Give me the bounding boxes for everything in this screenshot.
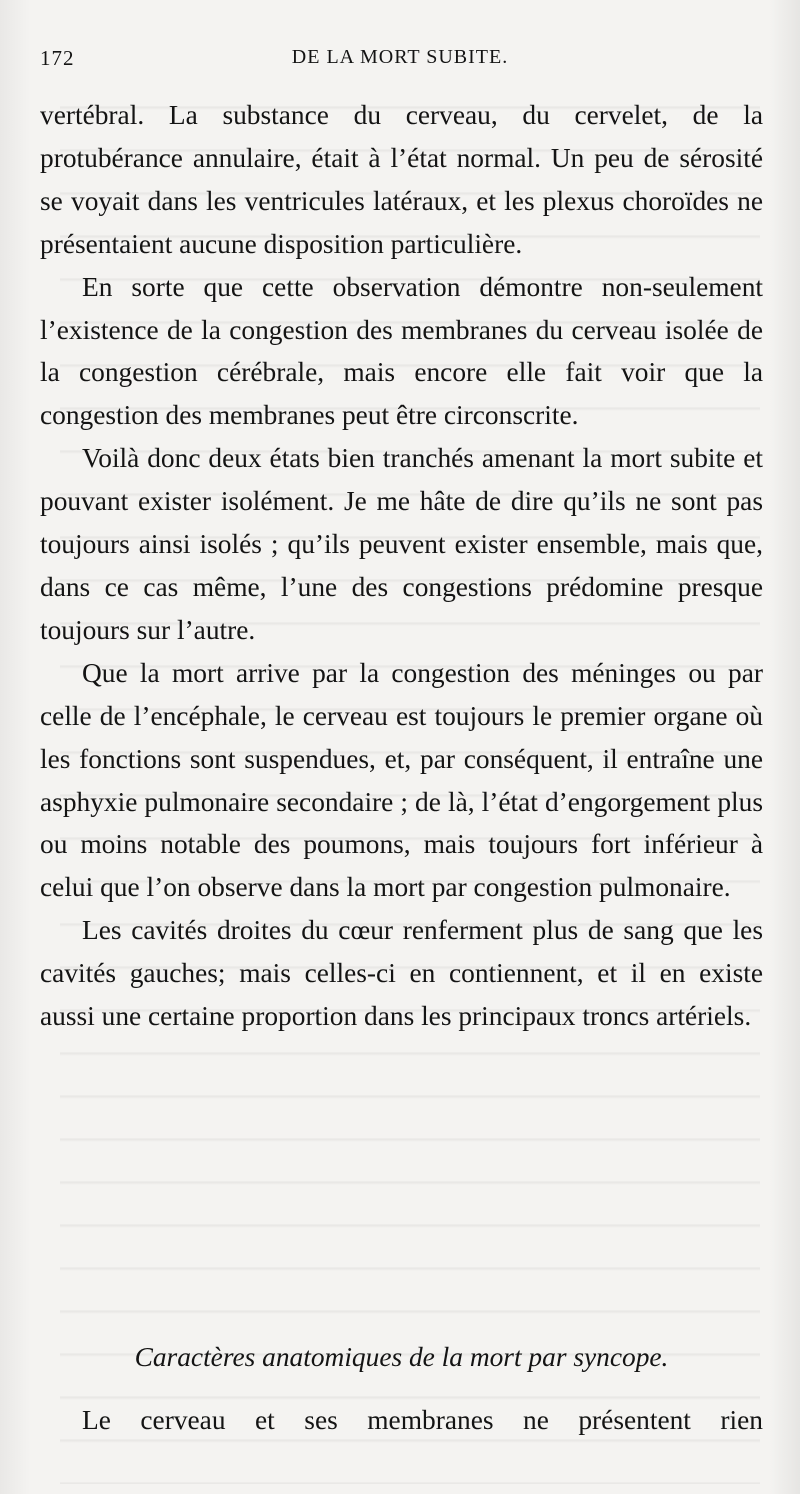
page-number: 172	[40, 46, 75, 70]
paragraph-5: Les cavités droites du cœur renferment plus de sang que les cavités gauches; mais celles-ci en contiennent, et il en existe aussi une certaine proportion dans les principaux troncs artériels.	[40, 915, 763, 1032]
paragraph-1: vertébral. La substance du cerveau, du cervelet, de la protubérance annulaire, était à l’état normal. Un peu de sérosité se voyait dans les ventricules latéraux, et les plexus choroïdes ne présentaient aucune disposition particulière.	[40, 100, 763, 259]
running-head: DE LA MORT SUBITE.	[291, 46, 509, 68]
paragraph-4: Que la mort arrive par la congestion des méninges ou par celle de l’encéphale, le cerveau est toujours le premier organe où les fonctions sont suspendues, et, par conséquent, il entraîne une asphyxie pulmonaire secondaire ; de là, l’état d’engorgement plus ou moins notable des poumons, mais toujours fort inférieur à celui que l’on observe dans la mort par congestion pulmonaire.	[40, 657, 763, 903]
paragraph-2: En sorte que cette observation démontre non-seulement l’existence de la congestion des membranes du cerveau isolée de la congestion cérébrale, mais encore elle fait voir que la congestion des membranes peut être circonscrite.	[40, 271, 763, 431]
section-heading: Caractères anatomiques de la mort par syncope.	[134, 1342, 669, 1372]
page-header	[40, 46, 760, 76]
paragraph-3: Voilà donc deux états bien tranchés amenant la mort subite et pouvant exister isolément. Je me hâte de dire qu’ils ne sont pas toujours ainsi isolés ; qu’ils peuvent exister ensemble, mais que, dans ce cas même, l’une des congestions prédomine presque toujours sur l’autre.	[40, 443, 763, 645]
body-text	[40, 94, 763, 1038]
final-line: Le cerveau et ses membranes ne présentent rien	[82, 1405, 763, 1435]
